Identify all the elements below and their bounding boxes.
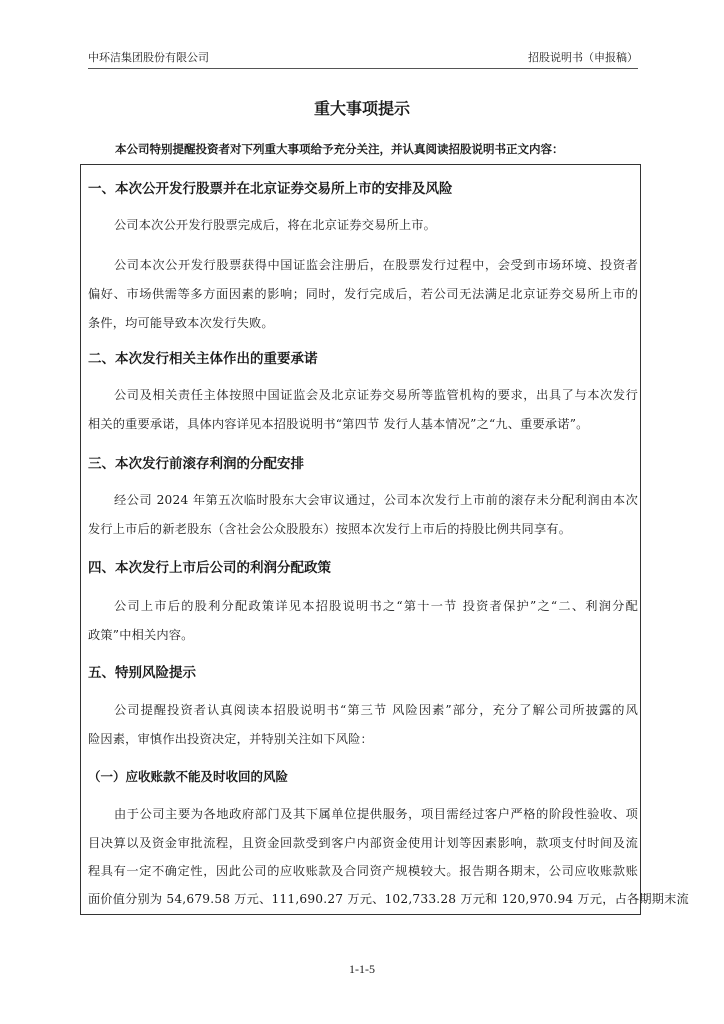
paragraph-line: 政策”中相关内容。 — [88, 628, 194, 642]
paragraph-line: 偏好、市场供需等多方面因素的影响；同时，发行完成后，若公司无法满足北京证券交易所上市的 — [88, 287, 638, 301]
section-heading-5: 五、特别风险提示 — [88, 665, 196, 681]
content-frame — [80, 164, 689, 915]
paragraph-line: 目决算以及资金审批流程，且资金回款受到客户内部资金使用计划等因素影响，款项支付时间及流 — [88, 836, 638, 850]
paragraph-line: 程具有一定不确定性，因此公司的应收账款及合同资产规模较大。报告期各期末，公司应收账款账 — [88, 864, 638, 878]
paragraph-line: 险因素，审慎作出投资决定，并特别关注如下风险： — [88, 732, 373, 746]
intro-text: 本公司特别提醒投资者对下列重大事项给予充分关注，并认真阅读招股说明书正文内容： — [115, 142, 564, 156]
section-heading-4: 四、本次发行上市后公司的利润分配政策 — [88, 560, 331, 576]
section-heading-2: 二、本次发行相关主体作出的重要承诺 — [88, 351, 318, 367]
page-number: 1-1-5 — [349, 962, 375, 976]
page-title: 重大事项提示 — [313, 99, 410, 118]
section-heading-1: 一、本次公开发行股票并在北京证券交易所上市的安排及风险 — [88, 181, 453, 197]
paragraph-line: 发行上市后的新老股东（含社会公众股股东）按照本次发行上市后的持股比例共同享有。 — [88, 522, 572, 536]
paragraph-line: 公司提醒投资者认真阅读本招股说明书“第三节 风险因素”部分，充分了解公司所披露的风 — [114, 703, 638, 717]
subsection-heading-1: （一）应收账款不能及时收回的风险 — [88, 769, 289, 784]
paragraph-line: 公司及相关责任主体按照中国证监会及北京证券交易所等监管机构的要求，出具了与本次发行 — [114, 388, 638, 402]
paragraph-line: 经公司 2024 年第五次临时股东大会审议通过，公司本次发行上市前的滚存未分配利润由本次 — [114, 493, 638, 507]
header-company: 中环洁集团股份有限公司 — [88, 51, 209, 64]
header-doc-type: 招股说明书（申报稿） — [528, 51, 638, 64]
paragraph-line: 相关的重要承诺，具体内容详见本招股说明书“第四节 发行人基本情况”之“九、重要承诺”。 — [88, 417, 589, 431]
page-header — [88, 50, 638, 69]
paragraph-line: 公司本次公开发行股票获得中国证监会注册后，在股票发行过程中，会受到市场环境、投资者 — [114, 258, 638, 272]
paragraph-line: 公司上市后的股利分配政策详见本招股说明书之“第十一节 投资者保护”之“二、利润分配 — [114, 599, 638, 613]
paragraph-line: 公司本次公开发行股票完成后，将在北京证券交易所上市。 — [114, 218, 437, 232]
paragraph-line: 面价值分别为 54,679.58 万元、111,690.27 万元、102,733.28 万元和 120,970.94 万元，占各期期末流 — [88, 892, 689, 906]
paragraph-line: 条件，均可能导致本次发行失败。 — [88, 316, 274, 330]
section-heading-3: 三、本次发行前滚存利润的分配安排 — [88, 456, 304, 472]
paragraph-line: 由于公司主要为各地政府部门及其下属单位提供服务，项目需经过客户严格的阶段性验收、项 — [114, 807, 638, 821]
